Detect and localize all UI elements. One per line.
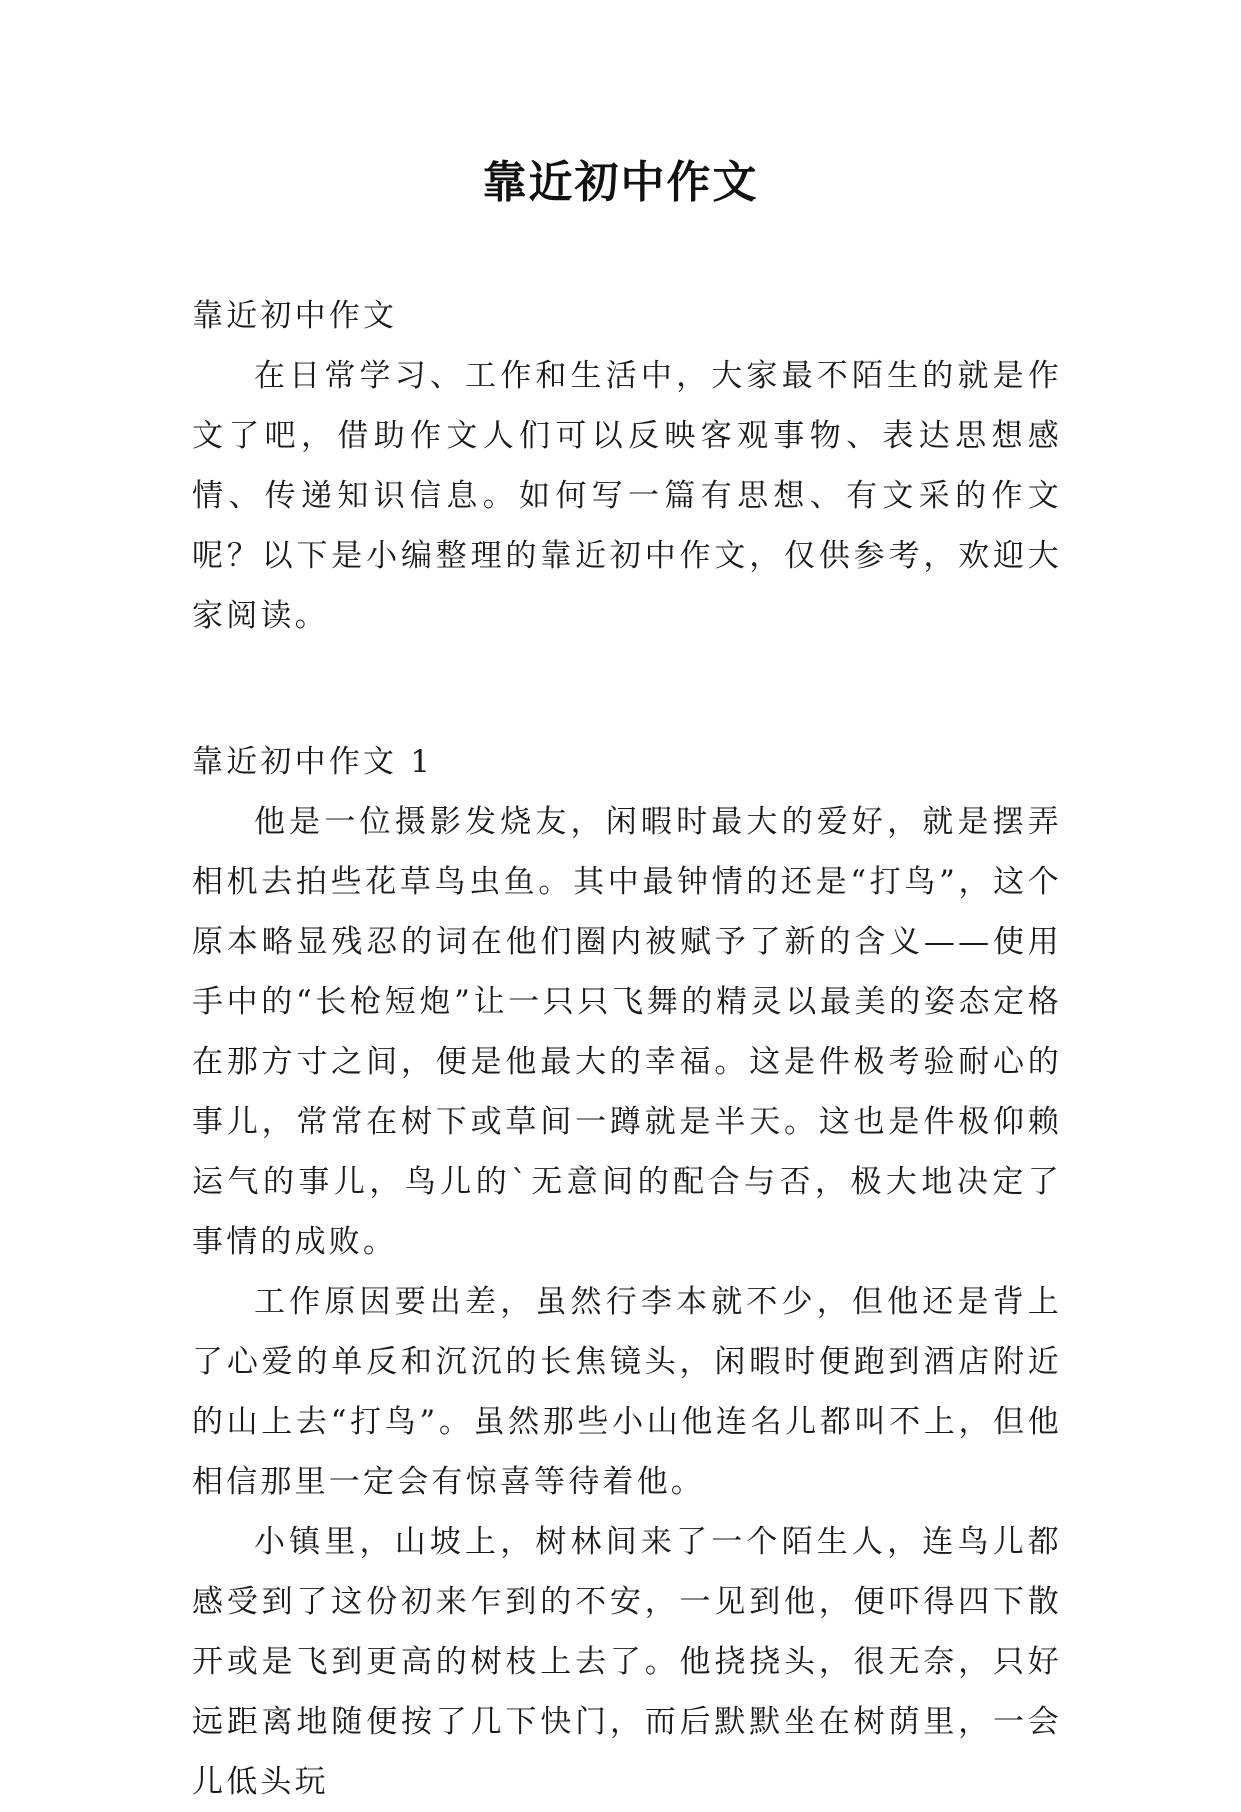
essay-heading: 靠近初中作文 1	[192, 744, 434, 780]
intro-paragraph: 在日常学习、工作和生活中，大家最不陌生的就是作文了吧，借助作文人们可以反映客观事物、表达思想感情、传递知识信息。如何写一篇有思想、有文采的作文呢？以下是小编整理的靠近初中作文，仅供参考，欢迎大家阅读。	[192, 358, 1062, 634]
essay-paragraph-3: 小镇里，山坡上，树林间来了一个陌生人，连鸟儿都感受到了这份初来乍到的不安，一见到他，便吓得四下散开或是飞到更高的树枝上去了。他挠挠头，很无奈，只好远距离地随便按了几下快门，而后默默坐在树荫里，一会儿低头玩	[192, 1524, 1062, 1800]
document-title: 靠近初中作文	[482, 157, 759, 208]
document-body	[192, 286, 1062, 1812]
essay-paragraph-1: 他是一位摄影发烧友，闲暇时最大的爱好，就是摆弄相机去拍些花草鸟虫鱼。其中最钟情的还是“打鸟”，这个原本略显残忍的词在他们圈内被赋予了新的含义——使用手中的“长枪短炮”让一只只飞舞的精灵以最美的姿态定格在那方寸之间，便是他最大的幸福。这是件极考验耐心的事儿，常常在树下或草间一蹲就是半天。这也是件极仰赖运气的事儿，鸟儿的`无意间的配合与否，极大地决定了事情的成败。	[192, 804, 1062, 1260]
essay-paragraph-2: 工作原因要出差，虽然行李本就不少，但他还是背上了心爱的单反和沉沉的长焦镜头，闲暇时便跑到酒店附近的山上去“打鸟”。虽然那些小山他连名儿都叫不上，但他相信那里一定会有惊喜等待着他。	[192, 1284, 1062, 1500]
section-spacer	[192, 646, 1062, 732]
intro-heading: 靠近初中作文	[192, 298, 398, 334]
